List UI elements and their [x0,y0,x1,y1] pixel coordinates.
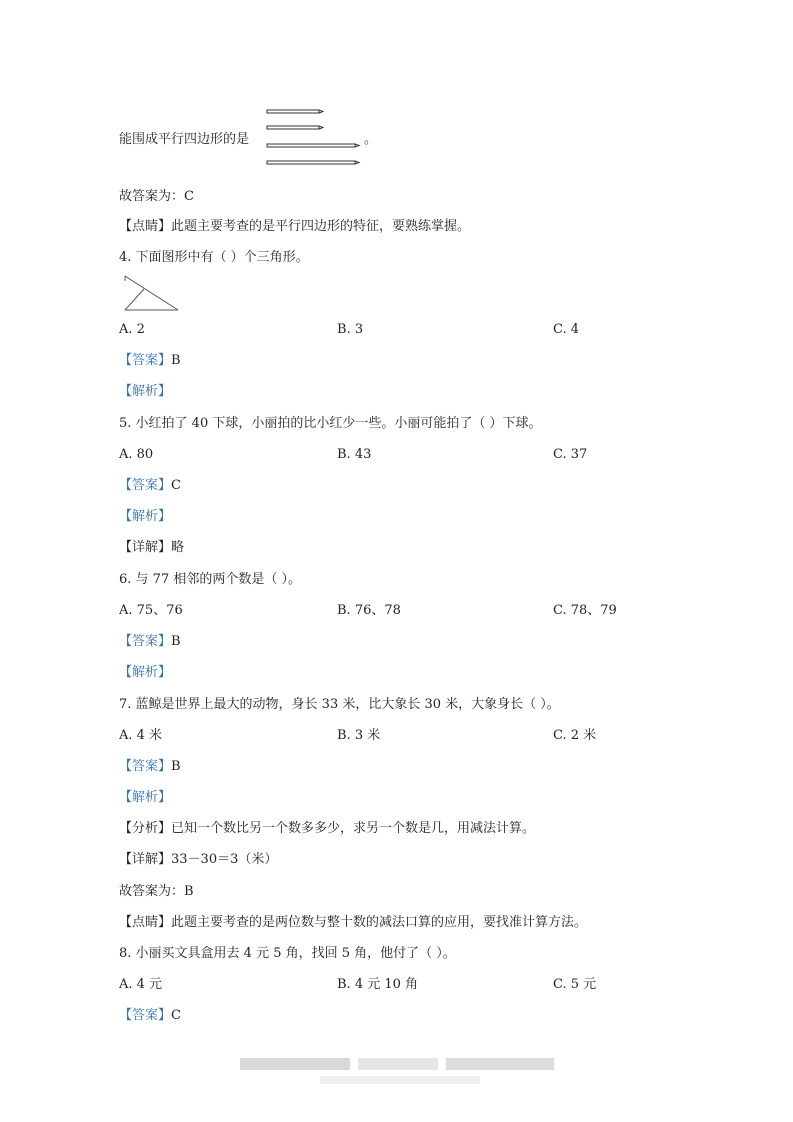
detail-tag: 【详解】 [119,852,172,867]
q6-analysis-tag: 【解析】 [119,665,172,680]
q5-answer [119,478,181,494]
q8-stem: 8. 小丽买文具盒用去 4 元 5 角，找回 5 角，他付了（ ）。 [119,946,456,961]
q5-option-b: B. 43 [337,447,372,462]
tip-tag: 【点睛】 [119,915,172,930]
answer-value: C [171,478,181,493]
fenxi-text: 已知一个数比另一个数多多少，求另一个数是几，用减法计算。 [171,821,536,836]
q7-tip [119,915,587,931]
detail-text: 33－30＝3（米） [171,852,278,867]
q7-answer [119,759,181,775]
q6-option-a: A. 75、76 [119,603,183,618]
triangle-figure [124,275,182,313]
matchsticks-figure [265,108,365,176]
q6-option-c: C. 78、79 [553,603,617,618]
answer-tag: 【答案】 [119,353,172,368]
answer-value: B [171,759,181,774]
q4-option-a: A. 2 [119,322,145,337]
blurred-footer-watermark [240,1056,556,1086]
matchstick-1 [267,110,323,113]
q7-option-b: B. 3 米 [337,728,381,743]
tip-text: 此题主要考查的是两位数与整十数的减法口算的应用，要找准计算方法。 [171,915,588,930]
sticks-intro-line [119,132,249,148]
sticks-end: 。 [364,132,378,147]
answer-tag: 【答案】 [119,1008,172,1023]
answer-value: B [171,353,181,368]
answer-value: B [171,634,181,649]
answer-value: C [171,1008,181,1023]
sticks-intro-text: 能围成平行四边形的是 [119,132,250,147]
q5-analysis-tag: 【解析】 [119,509,172,524]
matchstick-2 [267,126,323,129]
q6-answer [119,634,181,650]
q7-stem: 7. 蓝鲸是世界上最大的动物，身长 33 米，比大象长 30 米，大象身长（ ）。 [119,697,560,712]
detail-tag: 【详解】 [119,540,172,555]
so-answer-prev: 故答案为：C [119,189,194,204]
q7-analysis-tag: 【解析】 [119,790,172,805]
matchstick-3 [267,144,359,147]
q5-option-c: C. 37 [553,447,588,462]
q5-detail [119,540,184,556]
q4-stem: 4. 下面图形中有（ ）个三角形。 [119,250,309,265]
q8-option-b: B. 4 元 10 角 [337,977,419,992]
q5-option-a: A. 80 [119,447,154,462]
matchstick-4 [267,161,359,164]
q4-analysis-tag: 【解析】 [119,384,172,399]
q5-stem: 5. 小红拍了 40 下球，小丽拍的比小红少一些。小丽可能拍了（ ）下球。 [119,416,542,431]
q8-answer [119,1008,181,1024]
answer-tag: 【答案】 [119,759,172,774]
answer-tag: 【答案】 [119,478,172,493]
answer-tag: 【答案】 [119,634,172,649]
q8-option-a: A. 4 元 [119,977,163,992]
q6-option-b: B. 76、78 [337,603,401,618]
fenxi-tag: 【分析】 [119,821,172,836]
q4-answer [119,353,181,369]
q7-option-c: C. 2 米 [553,728,597,743]
tip-prev [119,219,470,235]
q6-stem: 6. 与 77 相邻的两个数是（ ）。 [119,572,301,587]
detail-text: 略 [171,540,185,555]
q7-detail [119,852,277,868]
q4-option-b: B. 3 [337,322,364,337]
q4-option-c: C. 4 [553,322,580,337]
q7-fenxi [119,821,535,837]
q7-so-answer: 故答案为：B [119,884,194,899]
q8-option-c: C. 5 元 [553,977,597,992]
tip-tag: 【点睛】 [119,219,172,234]
tip-text: 此题主要考查的是平行四边形的特征，要熟练掌握。 [171,219,471,234]
q7-option-a: A. 4 米 [119,728,163,743]
